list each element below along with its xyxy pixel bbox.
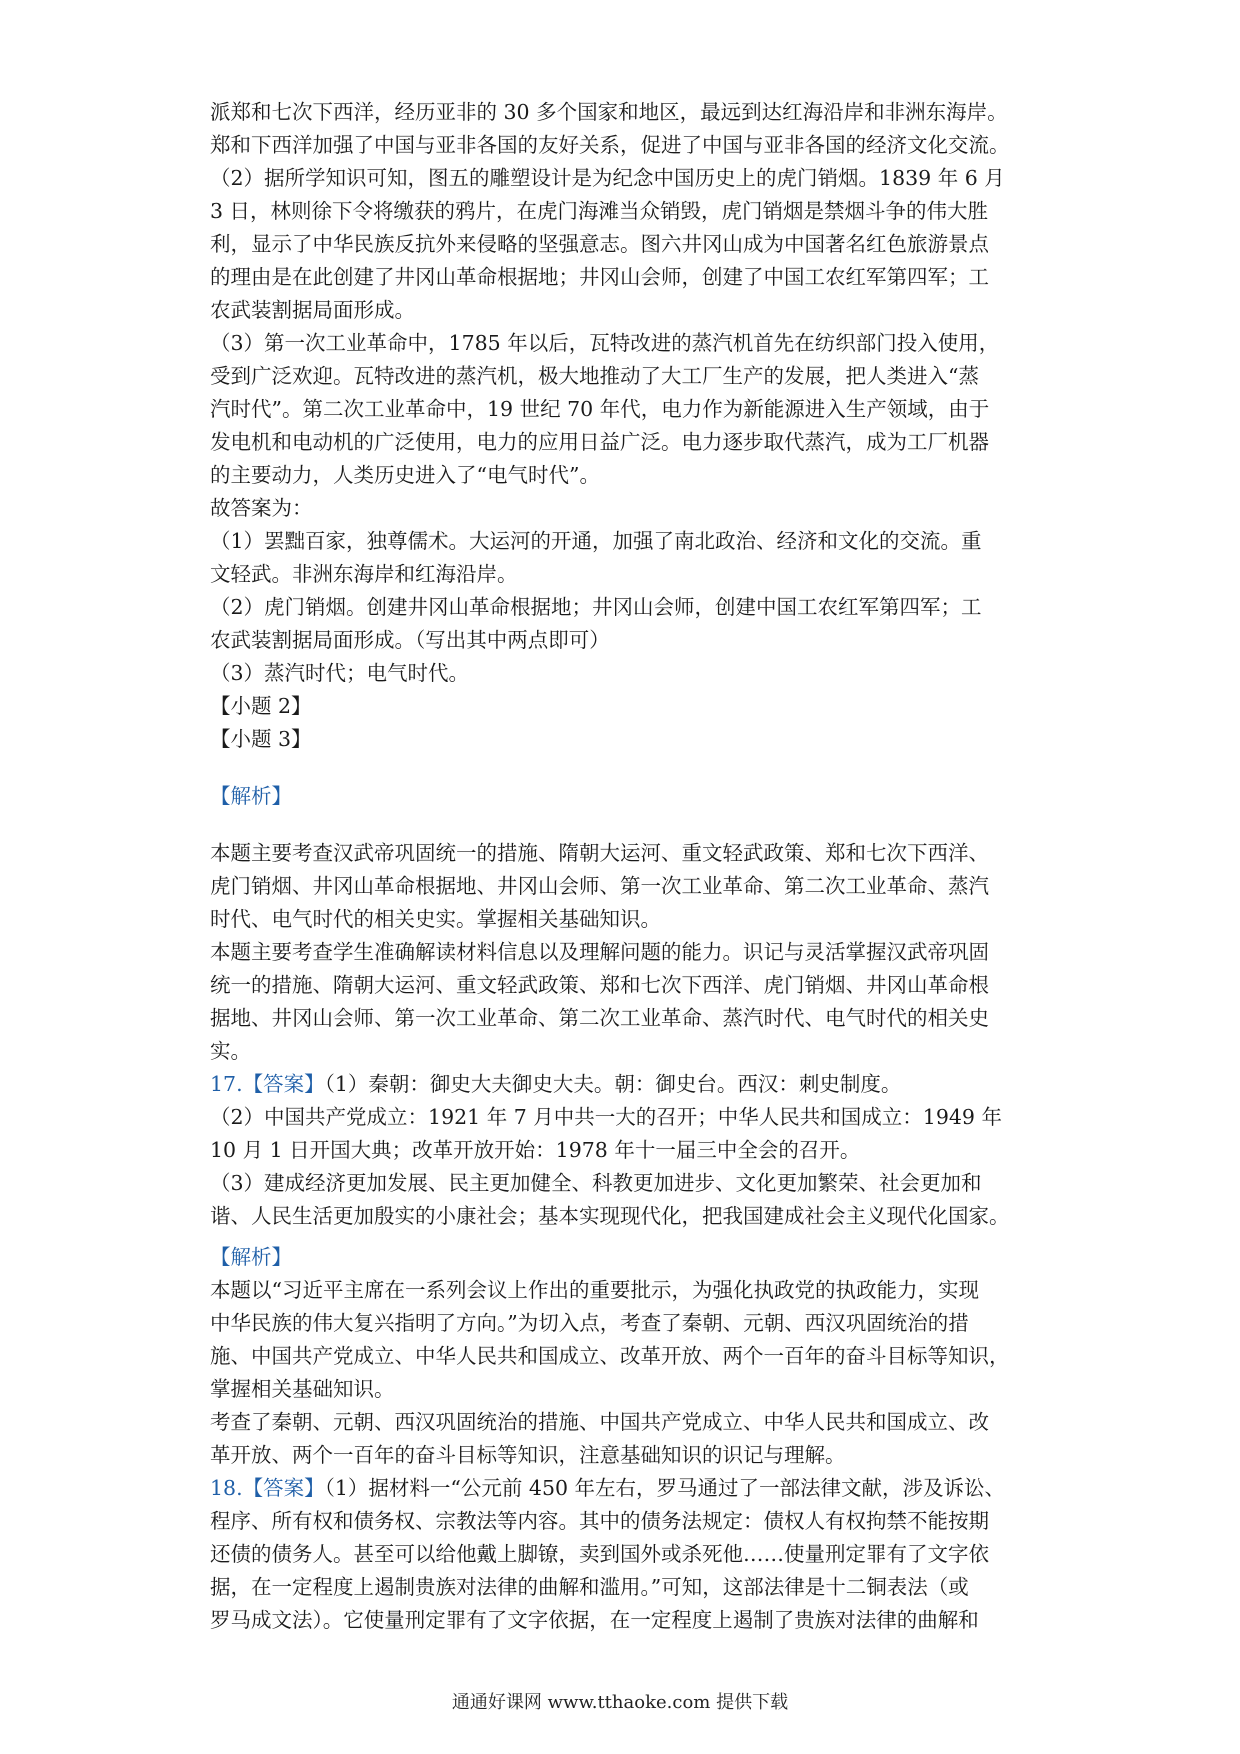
text-line: 考查了秦朝、元朝、西汉巩固统治的措施、中国共产党成立、中华人民共和国成立、改	[210, 1410, 989, 1434]
text-line: 派郑和七次下西洋，经历亚非的 30 多个国家和地区，最远到达红海沿岸和非洲东海岸。	[210, 100, 1008, 124]
answer-block-18	[210, 1505, 1040, 1637]
text-line: （2）中国共产党成立：1921 年 7 月中共一大的召开；中华人民共和国成立：1949 年	[210, 1105, 1002, 1129]
text-line: 【小题 2】	[210, 694, 312, 718]
text-line: 故答案为：	[210, 496, 313, 520]
question-number: 17.	[210, 1072, 243, 1096]
text-line: 施、中国共产党成立、中华人民共和国成立、改革开放、两个一百年的奋斗目标等知识，	[210, 1344, 1010, 1368]
text-line: （3）建成经济更加发展、民主更加健全、科教更加进步、文化更加繁荣、社会更加和	[210, 1171, 982, 1195]
text-line: 汽时代”。第二次工业革命中，19 世纪 70 年代，电力作为新能源进入生产领域，由于	[210, 397, 990, 421]
text-line: （3）蒸汽时代；电气时代。	[210, 661, 470, 685]
text-line: 虎门销烟、井冈山革命根据地、井冈山会师、第一次工业革命、第二次工业革命、蒸汽	[210, 874, 989, 898]
analysis-heading: 【解析】	[210, 784, 292, 808]
question-number: 18.	[210, 1476, 243, 1500]
text-line: 发电机和电动机的广泛使用，电力的应用日益广泛。电力逐步取代蒸汽，成为工厂机器	[210, 430, 989, 454]
text-line: （2）据所学知识可知，图五的雕塑设计是为纪念中国历史上的虎门销烟。1839 年 6 月	[210, 166, 1005, 190]
answer-text: （1）据材料一“公元前 450 年左右，罗马通过了一部法律文献，涉及诉讼、	[324, 1476, 1006, 1500]
page-footer: 通通好课网 www.tthaoke.com 提供下载	[451, 1692, 789, 1713]
text-line: 中华民族的伟大复兴指明了方向。”为切入点，考查了秦朝、元朝、西汉巩固统治的措	[210, 1311, 969, 1335]
text-line: 10 月 1 日开国大典；改革开放开始：1978 年十一届三中全会的召开。	[210, 1138, 861, 1162]
text-line: 据地、井冈山会师、第一次工业革命、第二次工业革命、蒸汽时代、电气时代的相关史	[210, 1006, 989, 1030]
text-line: 的理由是在此创建了井冈山革命根据地；井冈山会师，创建了中国工农红军第四军；工	[210, 265, 989, 289]
text-line: 利，显示了中华民族反抗外来侵略的坚强意志。图六井冈山成为中国著名红色旅游景点	[210, 232, 989, 256]
answer-18-first-line	[210, 1472, 1040, 1505]
answer-text: （1）秦朝：御史大夫御史大夫。朝：御史台。西汉：刺史制度。	[324, 1072, 902, 1096]
text-line: 3 日，林则徐下令将缴获的鸦片，在虎门海滩当众销毁，虎门销烟是禁烟斗争的伟大胜	[210, 199, 989, 223]
answer-tag: 【答案】	[242, 1072, 325, 1096]
answer-tag: 【答案】	[242, 1476, 325, 1500]
text-line: 革开放、两个一百年的奋斗目标等知识，注意基础知识的识记与理解。	[210, 1443, 846, 1467]
text-line: 农武装割据局面形成。（写出其中两点即可）	[210, 628, 610, 652]
text-line: 实。	[210, 1039, 251, 1063]
text-line: 掌握相关基础知识。	[210, 1377, 395, 1401]
analysis-heading: 【解析】	[210, 1245, 292, 1269]
text-line: 的主要动力，人类历史进入了“电气时代”。	[210, 463, 600, 487]
answer-block-17	[210, 1101, 1040, 1233]
text-line: 统一的措施、隋朝大运河、重文轻武政策、郑和七次下西洋、虎门销烟、井冈山革命根	[210, 973, 989, 997]
text-line: 本题以“习近平主席在一系列会议上作出的重要批示，为强化执政党的执政能力，实现	[210, 1278, 979, 1302]
answer-block-16	[210, 96, 1040, 756]
text-line: 文轻武。非洲东海岸和红海沿岸。	[210, 562, 518, 586]
text-line: 谐、人民生活更加殷实的小康社会；基本实现现代化，把我国建成社会主义现代化国家。	[210, 1204, 1010, 1228]
text-line: 农武装割据局面形成。	[210, 298, 415, 322]
text-line: 罗马成文法）。它使量刑定罪有了文字依据，在一定程度上遏制了贵族对法律的曲解和	[210, 1608, 979, 1632]
analysis-block-16	[210, 837, 1040, 1068]
text-line: 郑和下西洋加强了中国与亚非各国的友好关系，促进了中国与亚非各国的经济文化交流。	[210, 133, 1010, 157]
text-line: （3）第一次工业革命中，1785 年以后，瓦特改进的蒸汽机首先在纺织部门投入使用，	[210, 331, 1000, 355]
text-line: （2）虎门销烟。创建井冈山革命根据地；井冈山会师，创建中国工农红军第四军；工	[210, 595, 982, 619]
analysis-block-17	[210, 1274, 1040, 1472]
text-line: （1）罢黜百家，独尊儒术。大运河的开通，加强了南北政治、经济和文化的交流。重	[210, 529, 982, 553]
text-line: 程序、所有权和债务权、宗教法等内容。其中的债务法规定：债权人有权拘禁不能按期	[210, 1509, 989, 1533]
text-line: 还债的债务人。甚至可以给他戴上脚镣，卖到国外或杀死他……使量刑定罪有了文字依	[210, 1542, 989, 1566]
text-line: 受到广泛欢迎。瓦特改进的蒸汽机，极大地推动了大工厂生产的发展，把人类进入“蒸	[210, 364, 979, 388]
text-line: 【小题 3】	[210, 727, 312, 751]
answer-17-first-line	[210, 1068, 1040, 1101]
document-body	[210, 96, 1040, 1637]
text-line: 据，在一定程度上遏制贵族对法律的曲解和滥用。”可知，这部法律是十二铜表法（或	[210, 1575, 969, 1599]
text-line: 本题主要考查学生准确解读材料信息以及理解问题的能力。识记与灵活掌握汉武帝巩固	[210, 940, 989, 964]
text-line: 本题主要考查汉武帝巩固统一的措施、隋朝大运河、重文轻武政策、郑和七次下西洋、	[210, 841, 989, 865]
text-line: 时代、电气时代的相关史实。掌握相关基础知识。	[210, 907, 661, 931]
